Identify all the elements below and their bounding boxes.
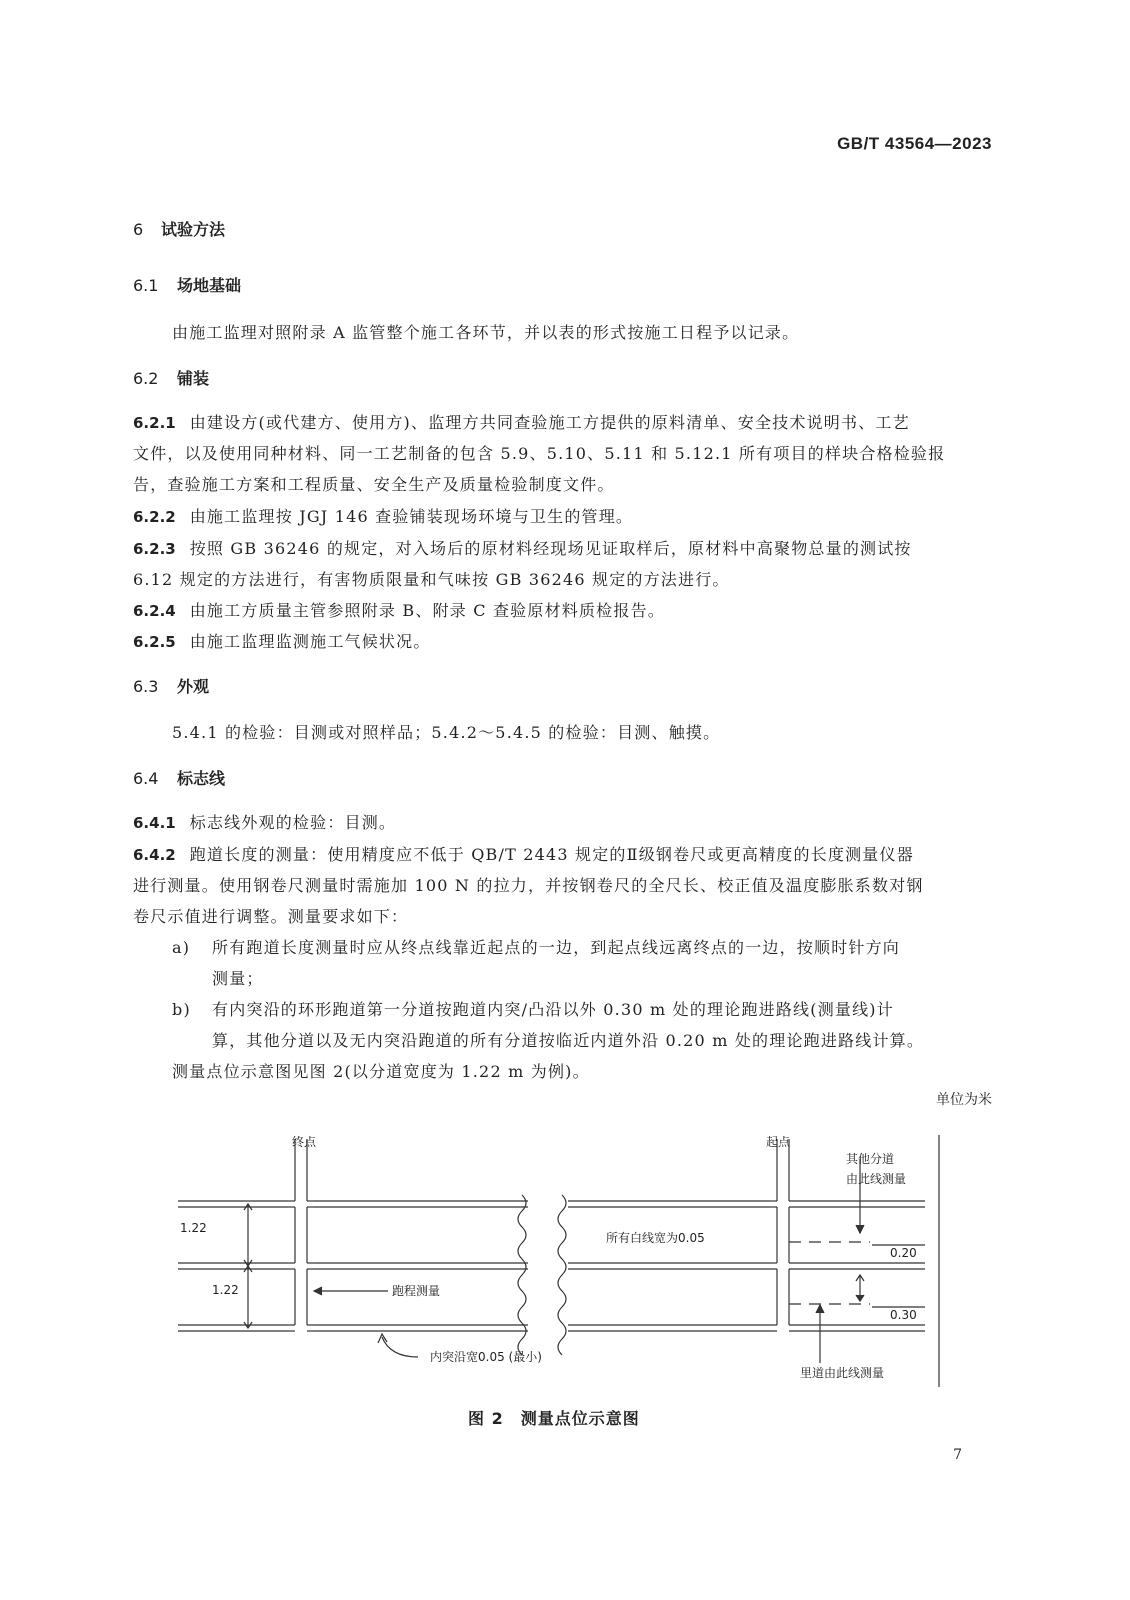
label-inner-lane: 里道由此线测量	[800, 1366, 885, 1380]
clause-text: 由施工方质量主管参照附录 B、附录 C 查验原材料质检报告。	[189, 601, 665, 620]
list-item-b-line1	[172, 997, 894, 1020]
clause-number: 6.4.2	[133, 846, 176, 864]
clause-6-4-2-line1	[133, 842, 914, 865]
section-number: 6.4	[133, 769, 159, 788]
list-label: b)	[172, 1000, 191, 1019]
measurement-diagram	[160, 1125, 960, 1395]
section-6-2-heading	[133, 366, 209, 389]
figure-reference: 测量点位示意图见图 2(以分道宽度为 1.22 m 为例)。	[172, 1062, 590, 1081]
clause-text: 标志线外观的检验：目测。	[189, 813, 397, 832]
label-lane-width-1: 1.22	[180, 1221, 207, 1235]
clause-6-2-2	[133, 504, 633, 527]
section-title: 铺装	[177, 369, 210, 388]
clause-6-2-1-line2: 文件，以及使用同种材料、同一工艺制备的包含 5.9、5.10、5.11 和 5.12.1 所有项目的样块合格检验报	[133, 444, 946, 463]
list-text: 所有跑道长度测量时应从终点线靠近起点的一边，到起点线远离终点的一边，按顺时针方向	[212, 938, 901, 957]
section-6-heading	[133, 217, 225, 240]
clause-6-4-2-line3: 卷尺示值进行调整。测量要求如下：	[133, 907, 409, 926]
list-text: 有内突沿的环形跑道第一分道按跑道内突/凸沿以外 0.30 m 处的理论跑进路线(测量线)计	[212, 1000, 894, 1019]
clause-number: 6.2.1	[133, 414, 176, 432]
label-offset-020: 0.20	[890, 1246, 917, 1260]
clause-text: 按照 GB 36246 的规定，对入场后的原材料经现场见证取样后，原材料中高聚物总量的测试按	[189, 539, 912, 558]
clause-number: 6.4.1	[133, 814, 176, 832]
clause-text: 由施工监理监测施工气候状况。	[189, 632, 431, 651]
label-curb-width: 内突沿宽0.05 (最小)	[430, 1350, 542, 1364]
label-other-lanes-2: 由此线测量	[846, 1172, 907, 1186]
label-lane-width-2: 1.22	[212, 1283, 239, 1297]
section-title: 场地基础	[177, 276, 242, 295]
section-6-3-heading	[133, 674, 209, 697]
list-label: a)	[172, 938, 191, 957]
section-6-3-body: 5.4.1 的检验：目测或对照样品；5.4.2～5.4.5 的检验：目测、触摸。	[172, 723, 721, 742]
section-6-1-heading	[133, 273, 241, 296]
label-other-lanes-1: 其他分道	[846, 1152, 895, 1166]
label-run-measure: 跑程测量	[392, 1284, 441, 1298]
clause-number: 6.2.3	[133, 540, 176, 558]
section-number: 6.1	[133, 276, 159, 295]
label-white-lines: 所有白线宽为0.05	[606, 1231, 705, 1245]
clause-6-2-1-line1	[133, 410, 910, 433]
section-number: 6.2	[133, 369, 159, 388]
page-number: 7	[953, 1447, 962, 1463]
section-6-4-heading	[133, 766, 225, 789]
clause-6-2-5	[133, 629, 431, 652]
figure-caption: 图 2 测量点位示意图	[468, 1409, 640, 1428]
label-finish: 终点	[292, 1135, 317, 1149]
diagram-lines	[178, 1135, 939, 1387]
standard-number: GB/T 43564—2023	[837, 134, 992, 153]
clause-6-2-3-line1	[133, 536, 912, 559]
list-item-b-line2: 算，其他分道以及无内突沿跑道的所有分道按临近内道外沿 0.20 m 处的理论跑进路线计算。	[212, 1031, 925, 1050]
clause-text: 由建设方(或代建方、使用方)、监理方共同查验施工方提供的原料清单、安全技术说明书、工艺	[189, 413, 910, 432]
clause-6-4-2-line2: 进行测量。使用钢卷尺测量时需施加 100 N 的拉力，并按钢卷尺的全尺长、校正值及温度膨胀系数对钢	[133, 876, 924, 895]
section-number: 6	[133, 220, 144, 239]
clause-number: 6.2.4	[133, 602, 176, 620]
clause-number: 6.2.5	[133, 633, 176, 651]
clause-text: 由施工监理按 JGJ 146 查验铺装现场环境与卫生的管理。	[189, 507, 634, 526]
clause-number: 6.2.2	[133, 508, 176, 526]
clause-6-4-1	[133, 810, 396, 833]
unit-note: 单位为米	[936, 1092, 992, 1108]
section-6-1-body: 由施工监理对照附录 A 监管整个施工各环节，并以表的形式按施工日程予以记录。	[172, 323, 800, 342]
list-item-a-line2: 测量；	[212, 969, 264, 988]
section-title: 外观	[177, 677, 210, 696]
clause-6-2-3-line2: 6.12 规定的方法进行，有害物质限量和气味按 GB 36246 规定的方法进行。	[133, 570, 730, 589]
section-title: 试验方法	[161, 220, 226, 239]
label-offset-030: 0.30	[890, 1308, 917, 1322]
list-item-a-line1	[172, 935, 900, 958]
clause-6-2-4	[133, 598, 665, 621]
clause-6-2-1-line3: 告，查验施工方案和工程质量、安全生产及质量检验制度文件。	[133, 475, 615, 494]
section-number: 6.3	[133, 677, 159, 696]
section-title: 标志线	[177, 769, 226, 788]
clause-text: 跑道长度的测量：使用精度应不低于 QB/T 2443 规定的Ⅱ级钢卷尺或更高精度的长度测量仪器	[189, 845, 914, 864]
label-start: 起点	[766, 1135, 791, 1149]
